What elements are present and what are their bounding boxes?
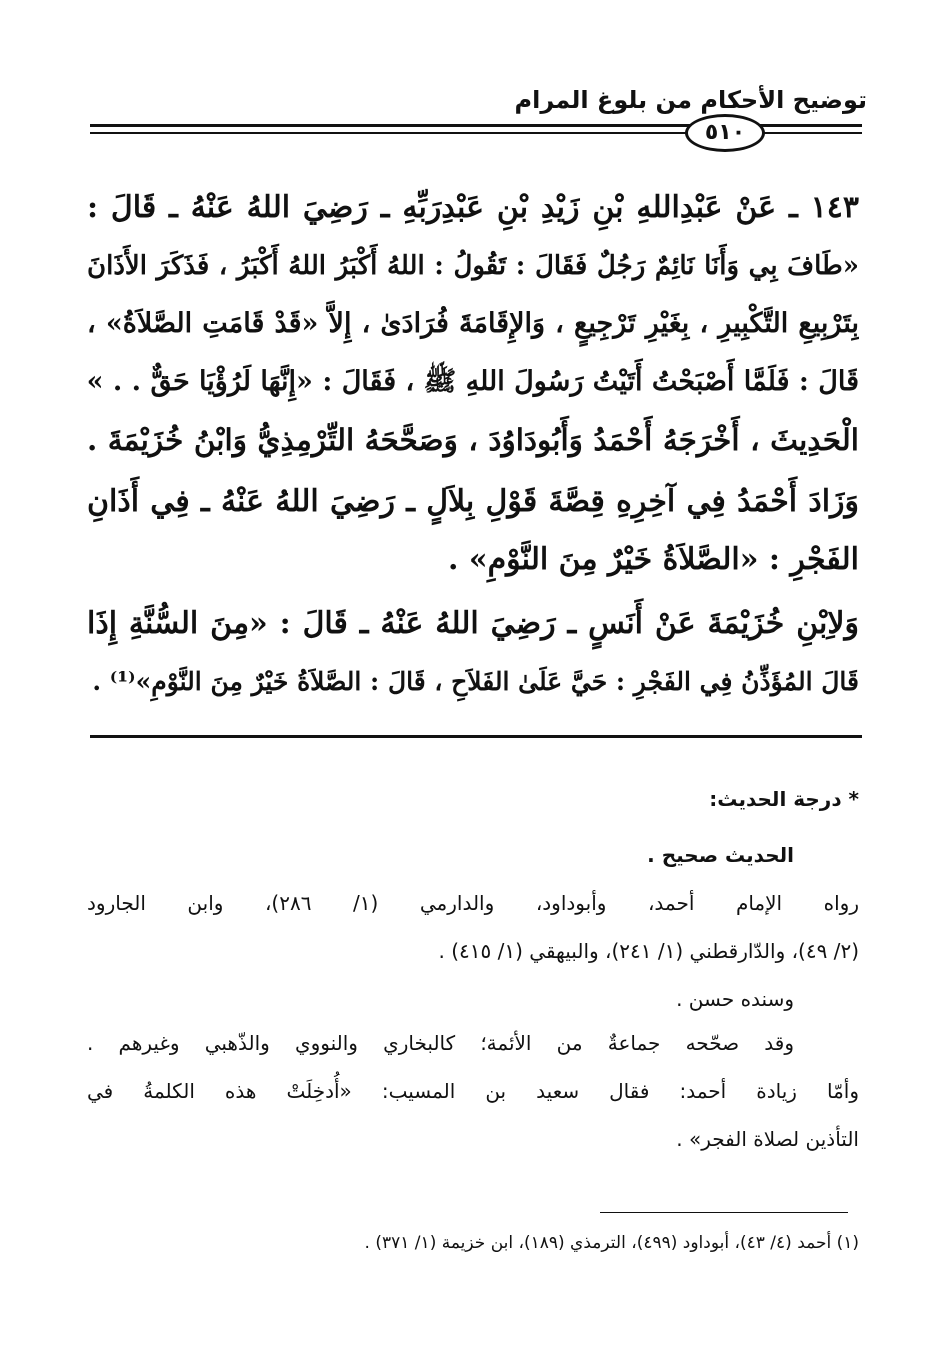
commentary-line: وأمّا زيادة أحمد: فقال سعيد بن المسيب: «أُدخِلَتْ هذه الكلمةُ في xyxy=(87,1079,859,1103)
hadith-line: الفَجْرِ : «الصَّلاَةُ خَيْرٌ مِنَ النَّوْمِ» . xyxy=(447,542,859,577)
commentary-line: رواه الإمام أحمد، وأبوداود، والدارمي (١/ ٢٨٦)، وابن الجارود xyxy=(87,891,859,915)
hadith-line: وَزَادَ أَحْمَدُ فِي آخِرِهِ قِصَّةَ قَوْلِ بِلاَلٍ ـ رَضِيَ اللهُ عَنْهُ ـ فِي أَذَانِ xyxy=(87,484,859,519)
hadith-line: قَالَ المُؤَذِّنُ فِي الفَجْرِ : حَيَّ عَلَىٰ الفَلاَحِ ، قَالَ : الصَّلاَةُ خَيْرٌ مِنَ النَّوْمِ»⁽¹⁾ . xyxy=(92,667,859,696)
hadith-line: بِتَرْبِيعِ التَّكْبِيرِ ، بِغَيْرِ تَرْجِيعٍ ، وَالإِقَامَةَ فُرَادَىٰ ، إِلاَّ «قَدْ قَامَتِ الصَّلاَةُ» ، xyxy=(87,308,859,339)
commentary-line: التأذين لصلاة الفجر» . xyxy=(676,1127,859,1151)
hadith-line: الْحَدِيثَ ، أَخْرَجَهُ أَحْمَدُ وَأَبُودَاوُدَ ، وَصَحَّحَهُ التِّرْمِذِيُّ وَابْنُ خُزَيْمَةَ . xyxy=(87,422,859,457)
hadith-line: وَلاِبْنِ خُزَيْمَةَ عَنْ أَنَسٍ ـ رَضِيَ اللهُ عَنْهُ ـ قَالَ : «مِنَ السُّنَّةِ إِذَا xyxy=(87,606,859,641)
section-divider xyxy=(90,735,862,738)
running-title: توضيح الأحكام من بلوغ المرام xyxy=(514,86,867,114)
footnote: (١) أحمد (٤/ ٤٣)، أبوداود (٤٩٩)، الترمذي (١٨٩)، ابن خزيمة (١/ ٣٧١) . xyxy=(364,1233,859,1253)
hadith-line: قَالَ : فَلَمَّا أَصْبَحْتُ أَتَيْتُ رَسُولَ اللهِ ﷺ ، فَقَالَ : «إِنَّهَا لَرُؤْيَا حَقٌّ . . » xyxy=(87,366,859,397)
hadith-line: ١٤٣ ـ عَنْ عَبْدِاللهِ بْنِ زَيْدِ بْنِ عَبْدِرَبِّهِ ـ رَضِيَ اللهُ عَنْهُ ـ قَالَ : xyxy=(87,190,859,225)
commentary-line: وقد صحّحه جماعةٌ من الأئمة؛ كالبخاري والنووي والذّهبي وغيرهم . xyxy=(87,1031,794,1055)
footnote-rule xyxy=(600,1212,848,1213)
section-heading: * درجة الحديث: xyxy=(709,787,859,811)
commentary-line: (٢/ ٤٩)، والدّارقطني (١/ ٢٤١)، والبيهقي (١/ ٤١٥) . xyxy=(438,939,859,963)
page-number: ٥١٠ xyxy=(685,114,765,152)
grade-line: الحديث صحيح . xyxy=(647,843,794,867)
commentary-line: وسنده حسن . xyxy=(676,987,794,1011)
hadith-line: «طَافَ بِي وَأَنَا نَائِمٌ رَجُلٌ فَقَالَ : تَقُولُ : اللهُ أَكْبَرُ اللهُ أَكْبَرُ ، فَذَكَرَ الأَذَانَ xyxy=(87,251,859,281)
